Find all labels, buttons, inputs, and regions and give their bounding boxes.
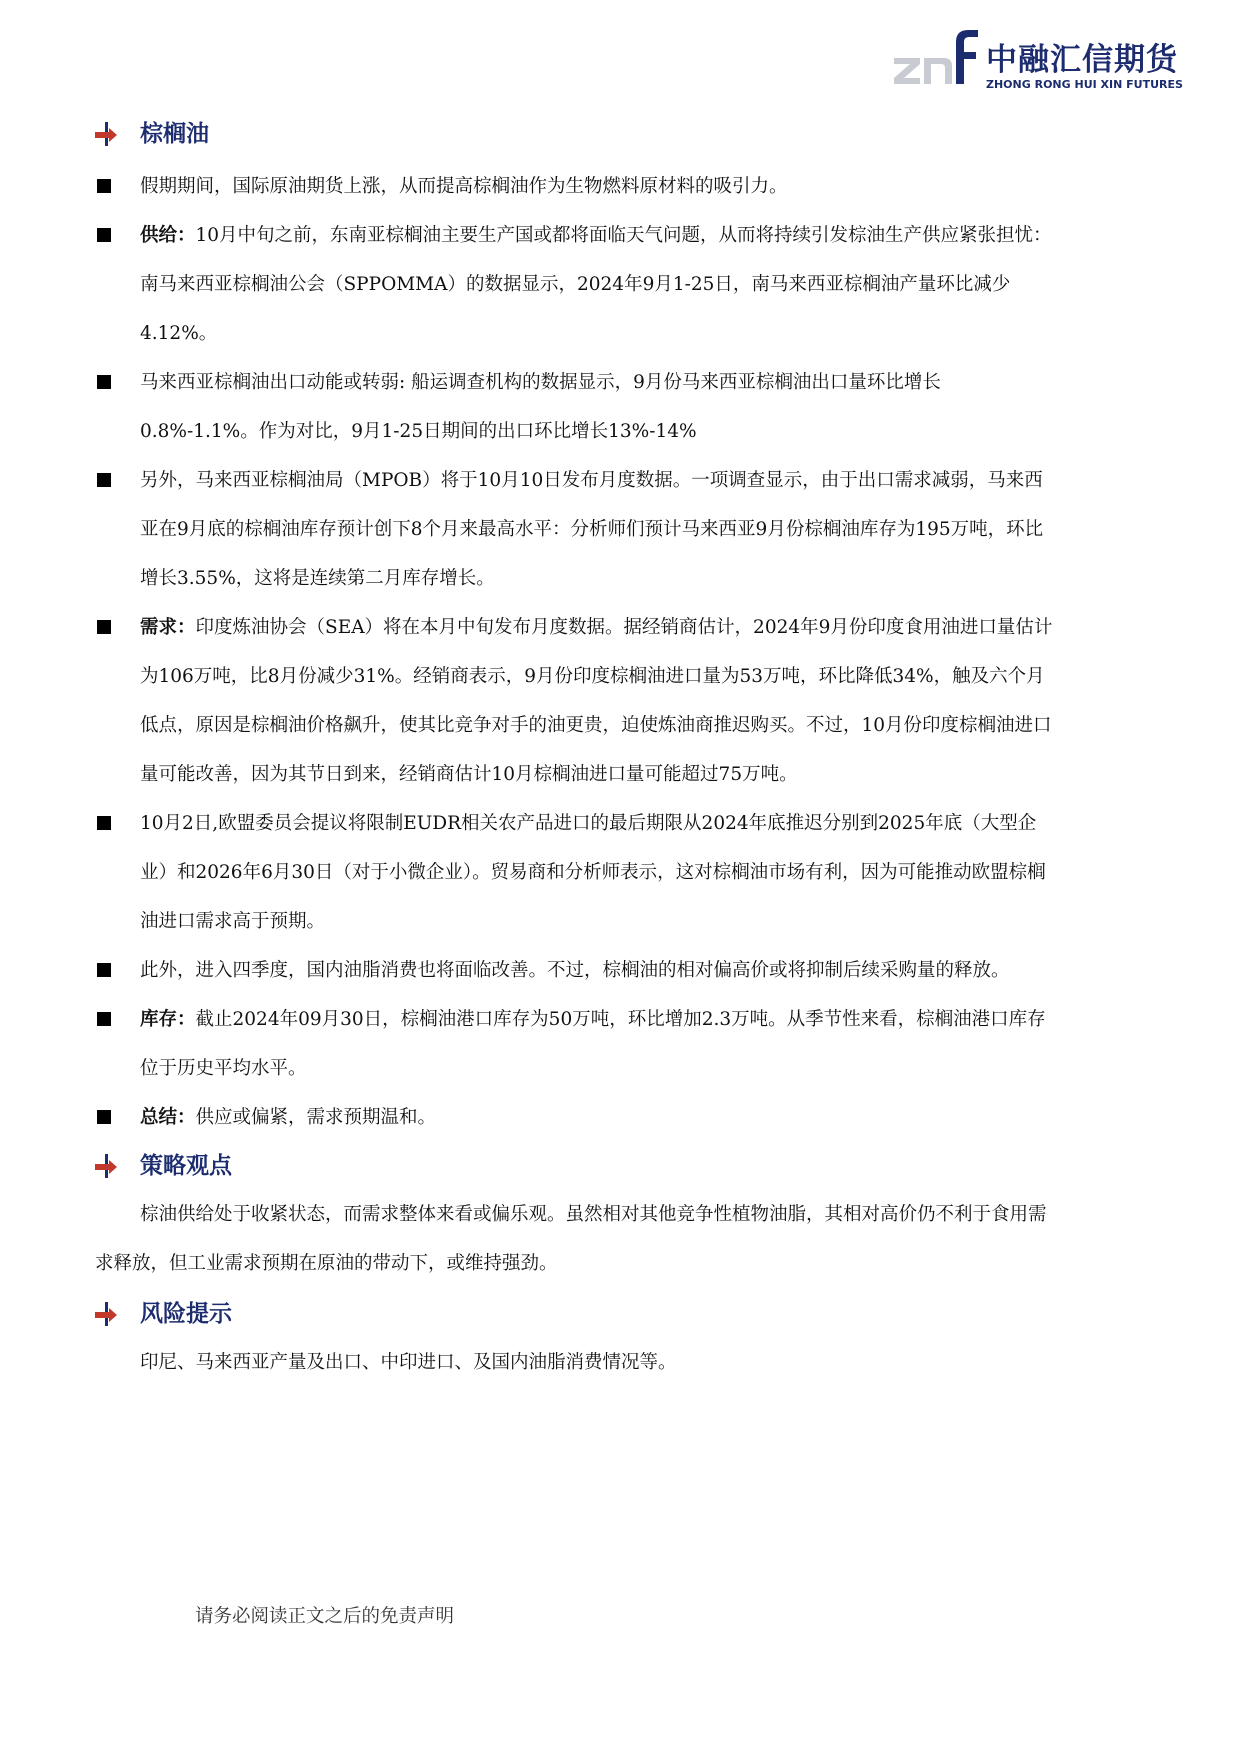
bullet-square-icon bbox=[97, 963, 111, 977]
znf-logo-icon bbox=[890, 28, 980, 98]
list-item-text: 此外，进入四季度，国内油脂消费也将面临改善。不过，棕榈油的相对偏高价或将抑制后续采购量的释放。 bbox=[140, 960, 1010, 981]
list-item-text: 供应或偏紧，需求预期温和。 bbox=[195, 1107, 437, 1128]
bullet-square-icon bbox=[97, 473, 111, 487]
list-item bbox=[95, 162, 1055, 211]
list-item bbox=[95, 1093, 1055, 1142]
list-item bbox=[95, 946, 1055, 995]
bullet-square-icon bbox=[97, 375, 111, 389]
section-arrow-icon bbox=[95, 1154, 119, 1178]
list-item-label: 库存： bbox=[140, 1009, 196, 1030]
section-arrow-icon bbox=[95, 122, 119, 146]
section-title-risk bbox=[95, 1290, 1055, 1338]
section-title-strategy bbox=[95, 1142, 1055, 1190]
document-body bbox=[95, 110, 1055, 1387]
list-item bbox=[95, 456, 1055, 603]
section-arrow-icon bbox=[95, 1302, 119, 1326]
section-title-text: 风险提示 bbox=[140, 1301, 232, 1327]
section-title-text: 策略观点 bbox=[140, 1153, 232, 1179]
bullet-square-icon bbox=[97, 179, 111, 193]
list-item-text: 另外，马来西亚棕榈油局（MPOB）将于10月10日发布月度数据。一项调查显示，由于出口需求减弱，马来西亚在9月底的棕榈油库存预计创下8个月来最高水平：分析师们预计马来西亚9月份棕榈油库存为195万吨，环比增长3.55%，这将是连续第二月库存增长。 bbox=[140, 470, 1044, 589]
bullet-square-icon bbox=[97, 620, 111, 634]
strategy-paragraph: 棕油供给处于收紧状态，而需求整体来看或偏乐观。虽然相对其他竞争性植物油脂，其相对高价仍不利于食用需求释放，但工业需求预期在原油的带动下，或维持强劲。 bbox=[95, 1204, 1047, 1274]
logo-english-name: ZHONG RONG HUI XIN FUTURES bbox=[986, 78, 1183, 91]
footer-disclaimer: 请务必阅读正文之后的免责声明 bbox=[195, 1606, 455, 1627]
list-item bbox=[95, 799, 1055, 946]
list-item-text: 马来西亚棕榈油出口动能或转弱: 船运调查机构的数据显示，9月份马来西亚棕榈油出口量环比增长0.8%-1.1%。作为对比，9月1-25日期间的出口环比增长13%-14% bbox=[140, 372, 941, 442]
list-item-text: 截止2024年09月30日，棕榈油港口库存为50万吨，环比增加2.3万吨。从季节性来看，棕榈油港口库存位于历史平均水平。 bbox=[140, 1009, 1046, 1079]
list-item-text: 10月中旬之前，东南亚棕榈油主要生产国或都将面临天气问题，从而将持续引发棕油生产供应紧张担忧：南马来西亚棕榈油公会（SPPOMMA）的数据显示，2024年9月1-25日，南马来西亚棕榈油产量环比减少4.12%。 bbox=[140, 225, 1052, 344]
list-item bbox=[95, 211, 1055, 358]
list-item-text: 10月2日,欧盟委员会提议将限制EUDR相关农产品进口的最后期限从2024年底推迟分别到2025年底（大型企业）和2026年6月30日（对于小微企业）。贸易商和分析师表示，这对棕榈油市场有利，因为可能推动欧盟棕榈油进口需求高于预期。 bbox=[140, 813, 1046, 932]
risk-paragraph: 印尼、马来西亚产量及出口、中印进口、及国内油脂消费情况等。 bbox=[140, 1352, 677, 1373]
company-logo bbox=[890, 28, 1190, 98]
list-item bbox=[95, 603, 1055, 799]
list-item-label: 总结： bbox=[140, 1107, 196, 1128]
list-item bbox=[95, 995, 1055, 1093]
bullet-square-icon bbox=[97, 1110, 111, 1124]
logo-chinese-name: 中融汇信期货 bbox=[986, 42, 1178, 78]
list-item-label: 需求： bbox=[140, 617, 196, 638]
bullet-square-icon bbox=[97, 816, 111, 830]
section-title-text: 棕榈油 bbox=[140, 121, 209, 147]
list-item-text: 假期期间，国际原油期货上涨，从而提高棕榈油作为生物燃料原材料的吸引力。 bbox=[140, 176, 788, 197]
list-item-text: 印度炼油协会（SEA）将在本月中旬发布月度数据。据经销商估计，2024年9月份印度食用油进口量估计为106万吨，比8月份减少31%。经销商表示，9月份印度棕榈油进口量为53万吨，环比降低34%，触及六个月低点，原因是棕榈油价格飙升，使其比竞争对手的油更贵，迫使炼油商推迟购买。不过，10月份印度棕榈油进口量可能改善，因为其节日到来，经销商估计10月棕榈油进口量可能超过75万吨。 bbox=[140, 617, 1053, 785]
bullet-square-icon bbox=[97, 228, 111, 242]
list-item-label: 供给： bbox=[140, 225, 196, 246]
bullet-square-icon bbox=[97, 1012, 111, 1026]
list-item bbox=[95, 358, 1055, 456]
section-title-palm-oil bbox=[95, 110, 1055, 158]
